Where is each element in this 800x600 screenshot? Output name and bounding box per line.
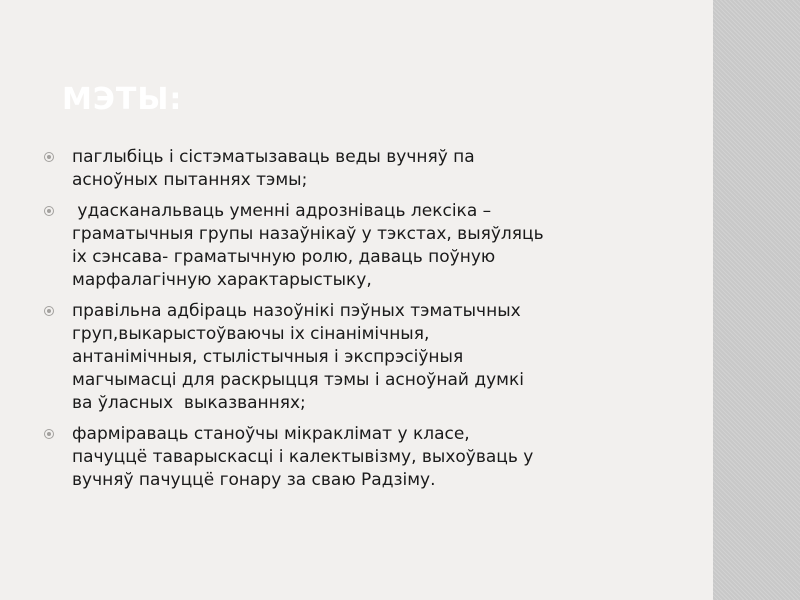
bullet-item bbox=[40, 146, 695, 192]
circle-bullet-icon bbox=[44, 152, 54, 162]
circle-bullet-icon bbox=[44, 206, 54, 216]
bullet-item bbox=[40, 423, 695, 492]
decorative-sidebar-stripe bbox=[713, 0, 800, 600]
bullet-list bbox=[40, 146, 695, 500]
circle-bullet-icon bbox=[44, 306, 54, 316]
bullet-text: паглыбіць і сістэматызаваць веды вучняў па асноўных пытаннях тэмы; bbox=[72, 147, 475, 190]
bullet-text: фарміраваць станоўчы мікраклімат у класе, пачуццё таварыскасці і калектывізму, выхоўваць у вучняў пачуццё гонару за сваю Радзіму. bbox=[72, 424, 534, 490]
bullet-item bbox=[40, 200, 695, 292]
slide-title: МЭТЫ: bbox=[62, 82, 183, 117]
bullet-text: правільна адбіраць назоўнікі пэўных тэматычных груп,выкарыстоўваючы іх сінанімічныя, антанімічныя, стылістычныя і экспрэсіўныя магчымасці для раскрыцця тэмы і асноўнай думкі ва ўласных выказваннях; bbox=[72, 301, 524, 413]
bullet-item bbox=[40, 300, 695, 415]
circle-bullet-icon bbox=[44, 429, 54, 439]
bullet-text: удасканальваць уменні адрозніваць лексіка – граматычныя групы назаўнікаў у тэкстах, выяўляць іх сэнсава- граматычную ролю, даваць поўную марфалагічную характарыстыку, bbox=[72, 201, 544, 290]
